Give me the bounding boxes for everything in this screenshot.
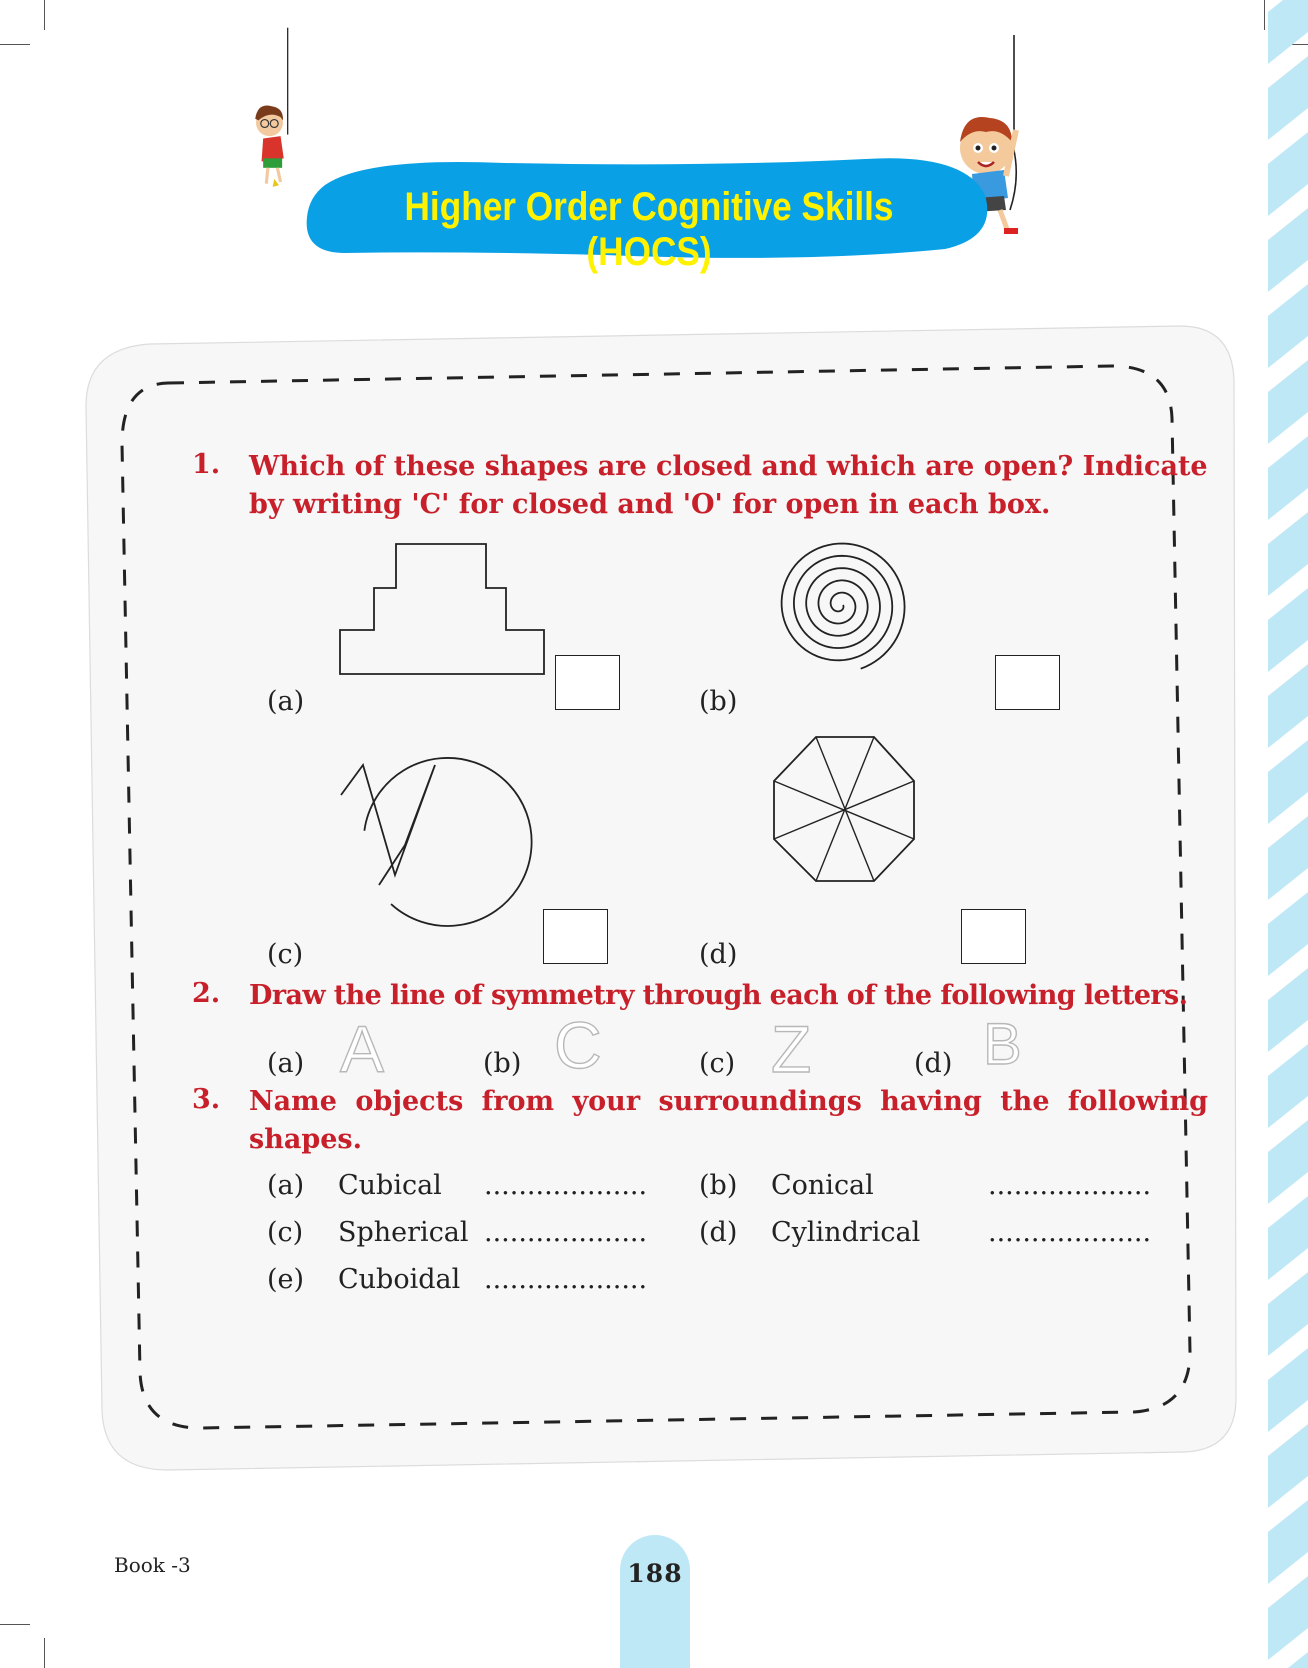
q3-label-e: (e) bbox=[267, 1264, 305, 1295]
q1-label-b: (b) bbox=[699, 686, 738, 717]
question-3-number: 3. bbox=[192, 1084, 221, 1115]
q3-name-b: Conical bbox=[771, 1170, 874, 1201]
answer-box-d[interactable] bbox=[961, 909, 1026, 964]
q3-name-c: Spherical bbox=[338, 1217, 469, 1248]
stepped-polygon-shape bbox=[330, 538, 550, 678]
q3-blank-c[interactable]: ................... bbox=[484, 1217, 648, 1248]
q3-blank-d[interactable]: ................... bbox=[988, 1217, 1152, 1248]
symmetry-letter-a[interactable]: A bbox=[340, 1012, 385, 1086]
octagon-diagonals-shape bbox=[770, 735, 920, 885]
q3-name-a: Cubical bbox=[338, 1170, 442, 1201]
q1-label-a: (a) bbox=[267, 686, 305, 717]
question-3-text-line1: Name objects from your surroundings having the following bbox=[249, 1086, 1209, 1117]
question-1-text-line2: by writing 'C' for closed and 'O' for open in each box. bbox=[249, 489, 1051, 520]
question-1-number: 1. bbox=[192, 449, 221, 480]
q2-label-b: (b) bbox=[483, 1048, 522, 1079]
question-2-text: Draw the line of symmetry through each of the following letters. bbox=[249, 980, 1188, 1011]
q3-blank-e[interactable]: ................... bbox=[484, 1264, 648, 1295]
answer-box-c[interactable] bbox=[543, 909, 608, 964]
question-1-text-line1: Which of these shapes are closed and which are open? Indicate bbox=[249, 451, 1208, 482]
q3-label-b: (b) bbox=[699, 1170, 738, 1201]
q2-label-c: (c) bbox=[699, 1048, 736, 1079]
spiral-shape bbox=[760, 530, 920, 680]
question-3-text-line2: shapes. bbox=[249, 1124, 362, 1155]
q3-label-a: (a) bbox=[267, 1170, 305, 1201]
q3-name-d: Cylindrical bbox=[771, 1217, 921, 1248]
q3-blank-b[interactable]: ................... bbox=[988, 1170, 1152, 1201]
q3-blank-a[interactable]: ................... bbox=[484, 1170, 648, 1201]
symmetry-letter-z[interactable]: Z bbox=[771, 1012, 812, 1086]
q3-label-c: (c) bbox=[267, 1217, 304, 1248]
q1-label-d: (d) bbox=[699, 939, 738, 970]
symmetry-letter-c[interactable]: C bbox=[554, 1008, 602, 1082]
q2-label-d: (d) bbox=[914, 1048, 953, 1079]
answer-box-b[interactable] bbox=[995, 655, 1060, 710]
page-number: 188 bbox=[627, 1559, 683, 1588]
question-2-number: 2. bbox=[192, 978, 221, 1009]
banner-title: Higher Order Cognitive Skills (HOCS) bbox=[404, 185, 894, 274]
open-circle-zigzag-shape bbox=[335, 725, 515, 905]
q3-label-d: (d) bbox=[699, 1217, 738, 1248]
page-number-tab bbox=[620, 1535, 690, 1668]
q2-label-a: (a) bbox=[267, 1048, 305, 1079]
symmetry-letter-b[interactable]: B bbox=[983, 1012, 1022, 1077]
answer-box-a[interactable] bbox=[555, 655, 620, 710]
q3-name-e: Cuboidal bbox=[338, 1264, 461, 1295]
book-label: Book -3 bbox=[114, 1553, 191, 1577]
q1-label-c: (c) bbox=[267, 939, 304, 970]
